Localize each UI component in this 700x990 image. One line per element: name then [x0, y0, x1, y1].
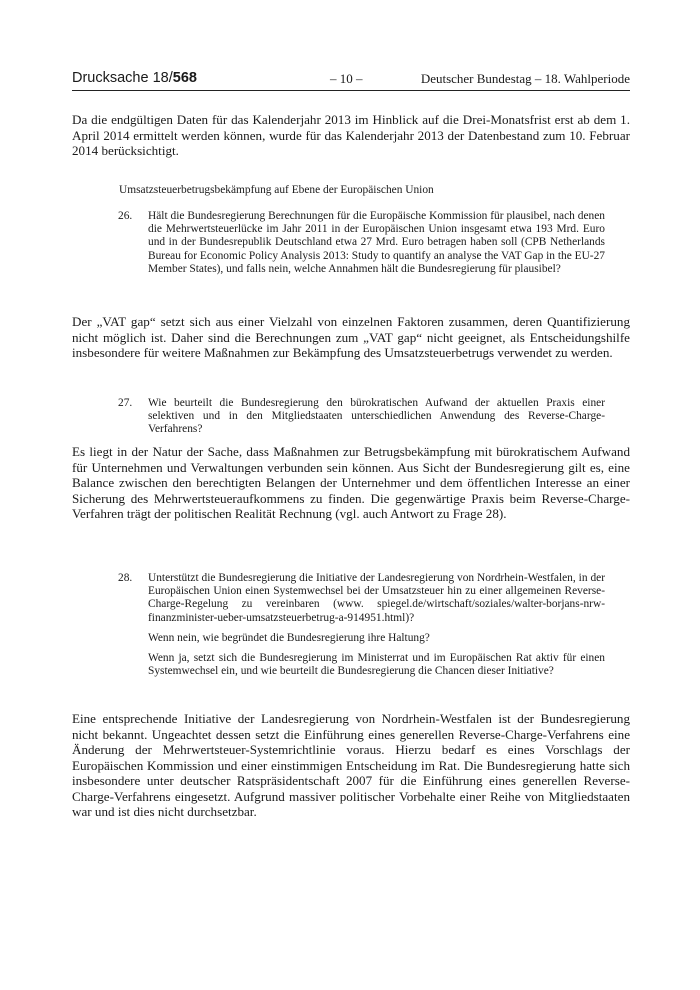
question-number: 27.	[118, 397, 133, 409]
question-number: 26.	[118, 210, 133, 222]
question-26	[118, 210, 605, 276]
document-number-bold: 568	[172, 70, 197, 86]
answer-28: Eine entsprechende Initiative der Landesregierung von Nordrhein-Westfalen ist der Bundesregierung nicht bekannt. Ungeachtet dessen setzt die Einführung eines generellen Reverse-Charge-Verfahrens eine Änderung der Mehrwertsteuer-Systemrichtlinie voraus. Hierzu bedarf es eines Vorschlags der Europäischen Kommission und einer einstimmigen Entscheidung im Rat. Die Bundesregierung hatte sich insbesondere unter deutscher Ratspräsidentschaft 2007 für die Einführung eines generellen Reverse-Charge-Verfahrens eingesetzt. Aufgrund massiver politischer Vorbehalte einer Reihe von Mitgliedstaaten war und ist dies nicht durchsetzbar.	[72, 711, 630, 819]
question-28	[118, 572, 605, 678]
answer-26: Der „VAT gap“ setzt sich aus einer Vielzahl von einzelnen Faktoren zusammen, deren Quantifizierung nicht möglich ist. Daher sind die Berechnungen zum „VAT gap“ nicht geeignet, als Entscheidungshilfe insbesondere für weitere Maßnahmen zur Bekämpfung des Umsatzsteuerbetrugs verwendet zu werden.	[72, 314, 630, 360]
question-number: 28.	[118, 572, 133, 584]
document-label: Drucksache	[72, 70, 149, 86]
document-number	[72, 70, 197, 86]
question-sub-yes: Wenn ja, setzt sich die Bundesregierung im Ministerrat und im Europäischen Rat aktiv für einen Systemwechsel ein, und wie beurteilt die Bundesregierung die Chancen dieser Initiative?	[148, 652, 605, 678]
question-sub-no: Wenn nein, wie begründet die Bundesregierung ihre Haltung?	[148, 631, 430, 644]
answer-27: Es liegt in der Natur der Sache, dass Maßnahmen zur Betrugsbekämpfung mit bürokratischem Aufwand für Unternehmen und Verwaltungen verbunden sein können. Aus Sicht der Bundesregierung gilt es, eine Balance zwischen den berechtigten Belangen der Unternehmer und dem öffentlichen Interesse an einer Sicherung des Mehrwertsteueraufkommens zu finden. Die gegenwärtige Praxis beim Reverse-Charge-Verfahren trägt der politischen Realität Rechnung (vgl. auch Antwort zu Frage 28).	[72, 444, 630, 521]
section-title: Umsatzsteuerbetrugsbekämpfung auf Ebene der Europäischen Union	[119, 184, 434, 196]
question-text: Unterstützt die Bundesregierung die Initiative der Landesregierung von Nordrhein-Westfalen, in der Europäischen Union einen Systemwechsel bei der Umsatzsteuer hin zu einer allgemeinen Reverse-Charge-Regelung zu vereinbaren (www. spiegel.de/wirtschaft/soziales/walter-borjans-nrw-finanzminister-ueber-umsatzsteuerbetrug-a-914951.html)?	[148, 572, 605, 624]
question-text: Wie beurteilt die Bundesregierung den bürokratischen Aufwand der aktuellen Praxis einer selektiven und in den Mitgliedstaaten unterschiedlichen Anwendung des Reverse-Charge-Verfahrens?	[148, 397, 605, 436]
document-number-prefix: 18/	[152, 70, 173, 86]
question-text: Hält die Bundesregierung Berechnungen für die Europäische Kommission für plausibel, nach denen die Mehrwertsteuerlücke im Jahr 2011 in der Europäischen Union insgesamt etwa 193 Mrd. Euro und in der Bundesrepublik Deutschland etwa 27 Mrd. Euro betragen haben soll (CPB Netherlands Bureau for Economic Policy Analysis 2013: Study to quantify an analyse the VAT Gap in the EU-27 Member States), und falls nein, welche Annahmen hält die Bundesregierung für plausibel?	[148, 210, 605, 275]
intro-paragraph: Da die endgültigen Daten für das Kalenderjahr 2013 im Hinblick auf die Drei-Monatsfrist erst ab dem 1. April 2014 ermittelt werden können, wurde für das Kalenderjahr 2013 der Datenbestand zum 10. Februar 2014 berücksichtigt.	[72, 112, 630, 158]
page-number: – 10 –	[330, 71, 363, 86]
parliament-period: Deutscher Bundestag – 18. Wahlperiode	[420, 71, 630, 86]
question-27	[118, 397, 605, 437]
page-header	[72, 70, 630, 91]
